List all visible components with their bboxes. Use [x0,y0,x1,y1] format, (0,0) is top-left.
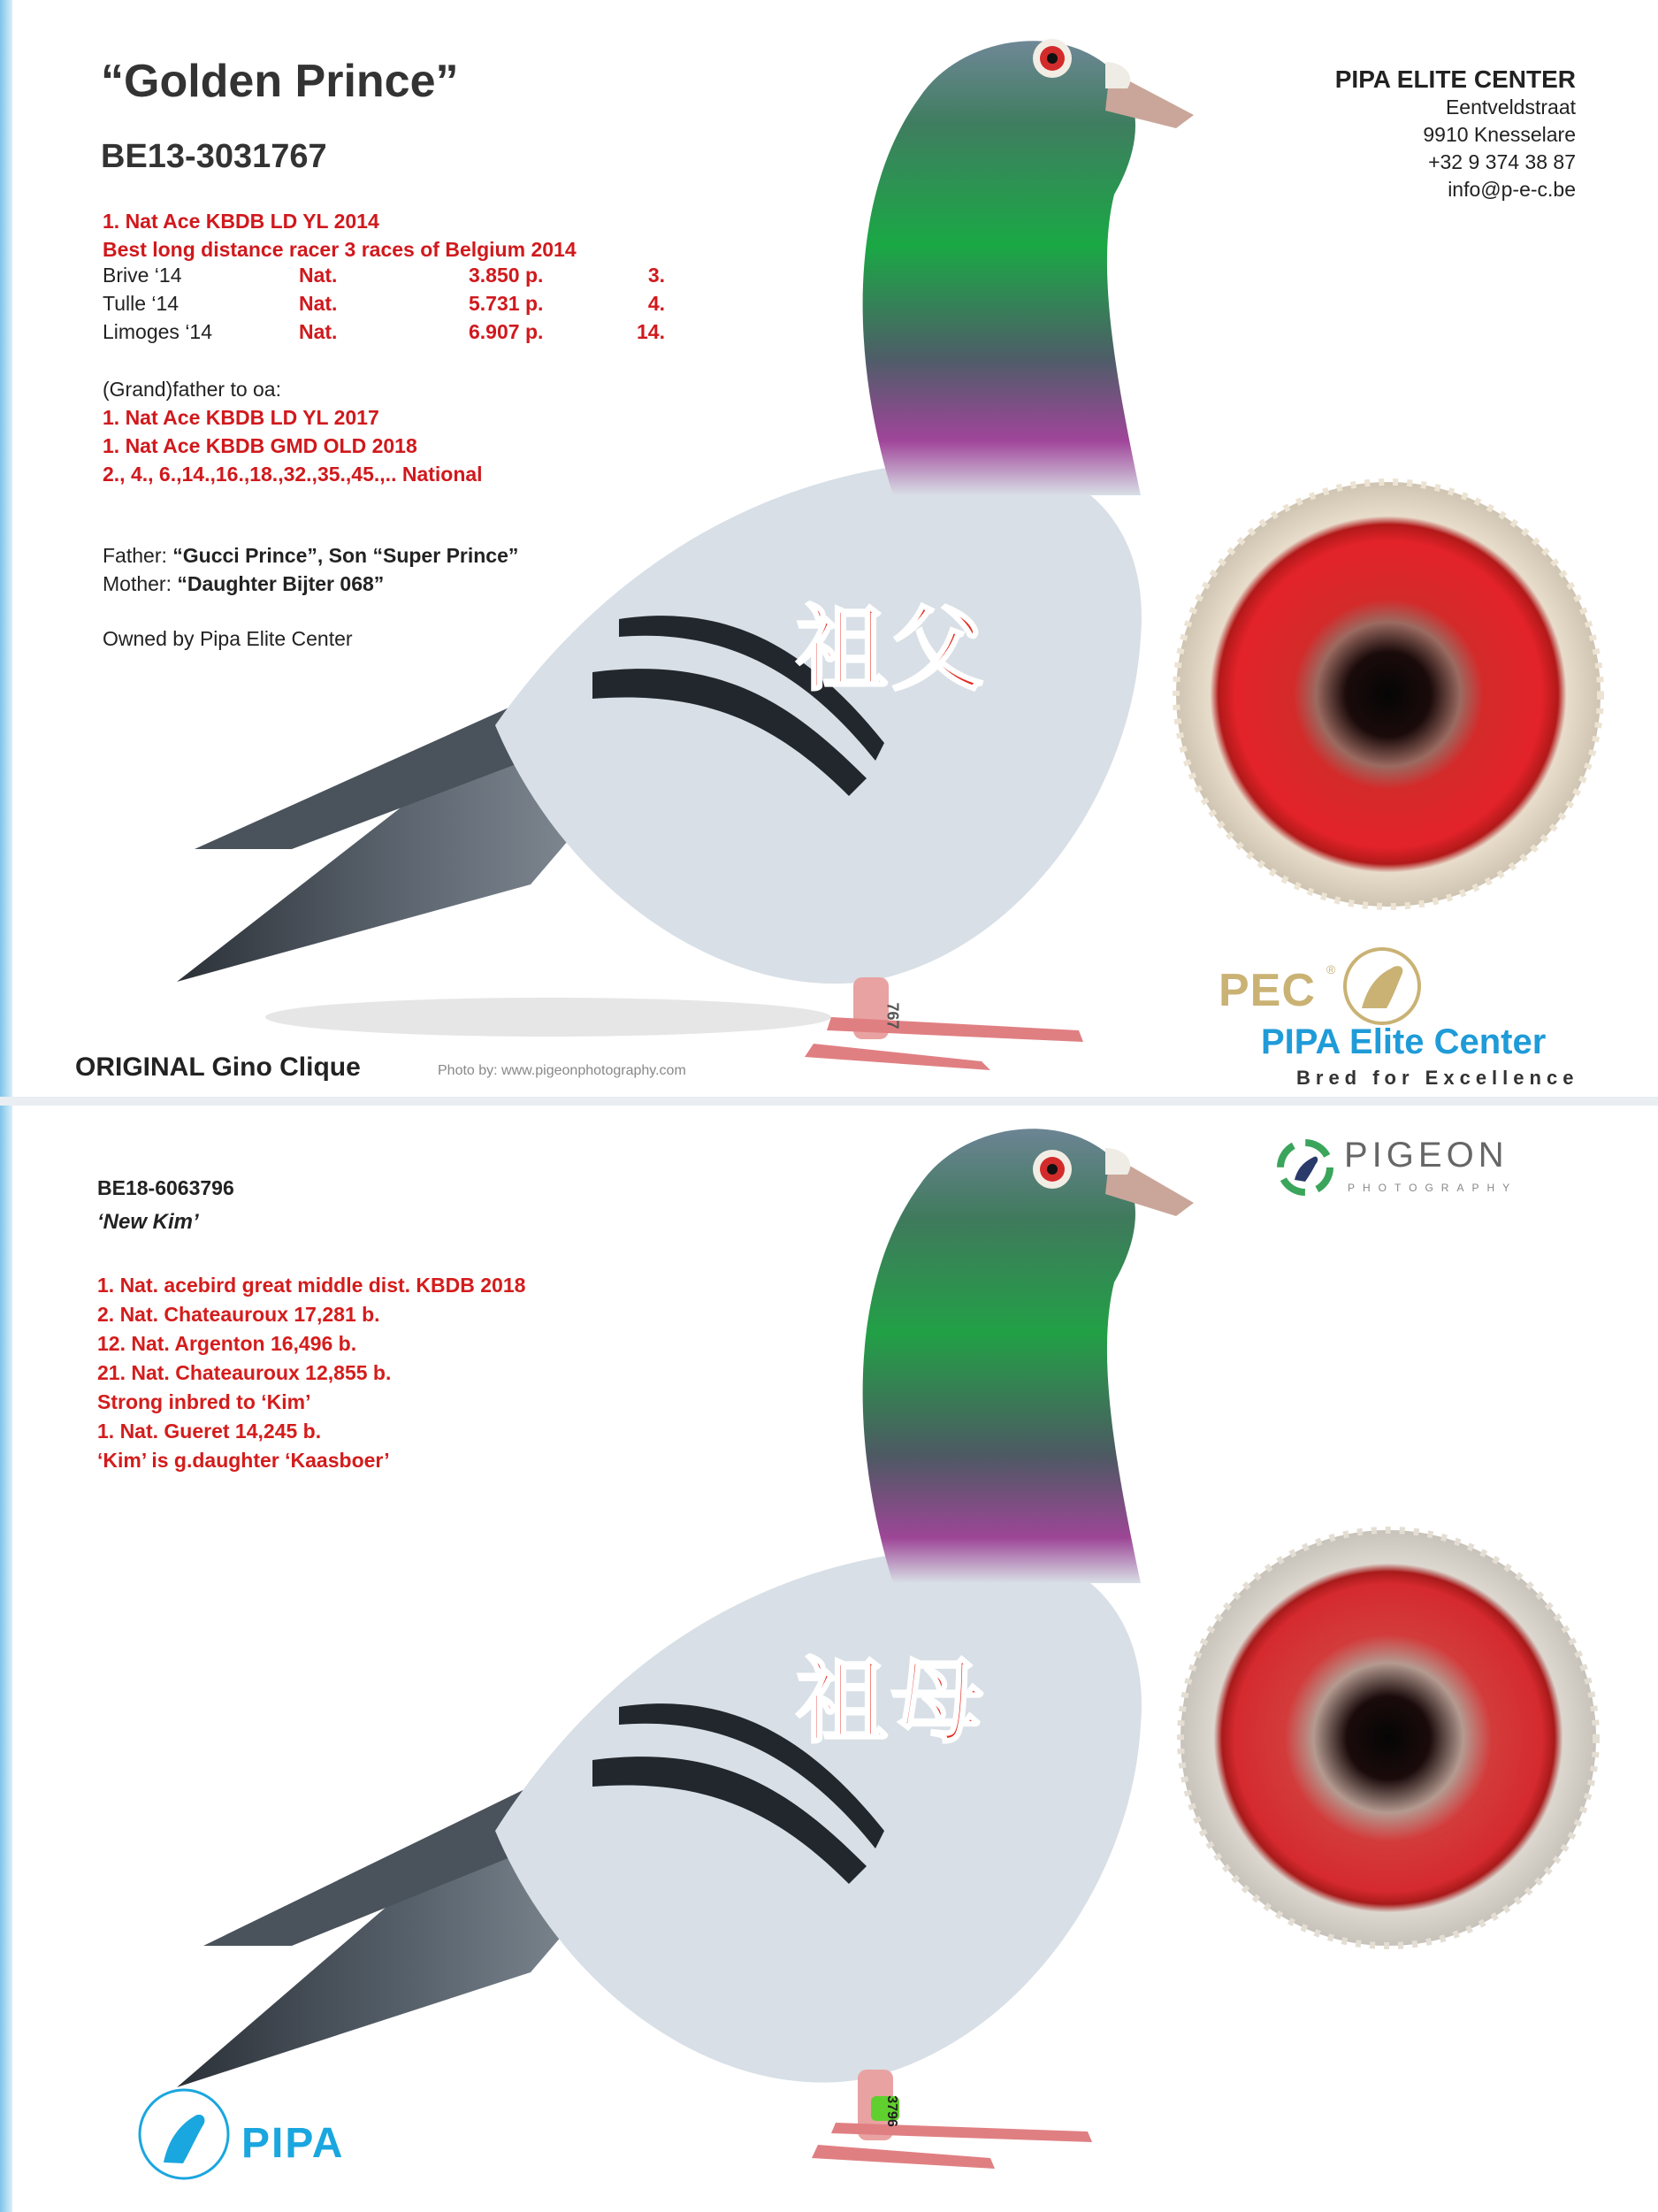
contact-email: info@p-e-c.be [1448,178,1576,201]
pec-logo-letters: PEC [1219,965,1316,1016]
pigeon-name: “Golden Prince” [101,56,459,107]
pipa-pigeon-icon [137,2087,231,2181]
camera-pigeon-icon [1277,1139,1333,1196]
contact-block [1335,65,1576,203]
photo-credit: Photo by: www.pigeonphotography.com [438,1063,686,1078]
ring-number: BE13-3031767 [101,138,327,175]
result-line: Strong inbred to ‘Kim’ [97,1390,311,1413]
pigeon-name: ‘New Kim’ [97,1210,199,1234]
panel-divider [0,1097,1658,1106]
headline-result-2: Best long distance racer 3 races of Belgium 2014 [103,238,577,261]
result-line: ‘Kim’ is g.daughter ‘Kaasboer’ [97,1449,390,1472]
race-level: Nat. [299,292,338,315]
grandfather-label: 祖父 [796,595,988,703]
race-birds: 5.731 p. [469,292,544,315]
registered-mark: ® [1326,962,1336,976]
race-name: Limoges ‘14 [103,320,213,343]
pec-pigeon-icon [1342,946,1422,1026]
race-name: Brive ‘14 [103,264,182,287]
origin-label: ORIGINAL Gino Clique [75,1052,361,1082]
pec-logo [1219,946,1590,1097]
result-line: 21. Nat. Chateauroux 12,855 b. [97,1361,392,1384]
ring-number: BE18-6063796 [97,1176,234,1199]
race-rank: 3. [647,264,665,287]
pec-logo-tagline: Bred for Excellence [1296,1067,1579,1089]
offspring-result: 2., 4., 6.,14.,16.,18.,32.,35.,45.,.. National [103,463,483,486]
leg-ring: 767 [883,1002,902,1029]
result-line: 1. Nat. Gueret 14,245 b. [97,1420,322,1443]
offspring-result: 1. Nat Ace KBDB LD YL 2017 [103,406,379,429]
race-birds: 6.907 p. [469,320,544,343]
new-kim-panel [0,1106,1658,2212]
pipa-logo [137,2087,367,2185]
father-value: “Gucci Prince”, Son “Super Prince” [172,544,519,567]
contact-phone: +32 9 374 38 87 [1428,150,1576,173]
contact-name: PIPA ELITE CENTER [1334,65,1576,93]
pec-logo-name: PIPA Elite Center [1261,1022,1547,1061]
contact-street: Eentveldstraat [1445,96,1576,119]
mother-value: “Daughter Bijter 068” [177,572,385,595]
father-label: Father: [103,544,173,567]
pigeon-photography-word: PIGEON [1344,1136,1509,1175]
leg-ring: 3796 [883,2095,899,2127]
offspring-intro: (Grand)father to oa: [103,378,281,401]
result-line: 2. Nat. Chateauroux 17,281 b. [97,1303,380,1326]
pigeon-photography-logo [1277,1132,1542,1212]
race-level: Nat. [299,320,338,343]
result-line: 1. Nat. acebird great middle dist. KBDB 2018 [97,1274,526,1297]
golden-prince-panel [0,0,1658,1097]
grandmother-label: 祖母 [796,1648,988,1756]
owner-line: Owned by Pipa Elite Center [103,627,353,650]
father-line [103,541,518,570]
race-name: Tulle ‘14 [103,292,180,315]
race-birds: 3.850 p. [469,264,544,287]
pipa-word: PIPA [241,2120,345,2167]
contact-city: 9910 Knesselare [1423,123,1576,146]
mother-line [103,570,384,598]
pigeon-photography-sub: PHOTOGRAPHY [1348,1182,1518,1194]
headline-result-1: 1. Nat Ace KBDB LD YL 2014 [103,210,379,233]
race-level: Nat. [299,264,338,287]
mother-label: Mother: [103,572,178,595]
result-line: 12. Nat. Argenton 16,496 b. [97,1332,357,1355]
race-rank: 14. [637,320,665,343]
race-rank: 4. [647,292,665,315]
offspring-result: 1. Nat Ace KBDB GMD OLD 2018 [103,434,417,457]
